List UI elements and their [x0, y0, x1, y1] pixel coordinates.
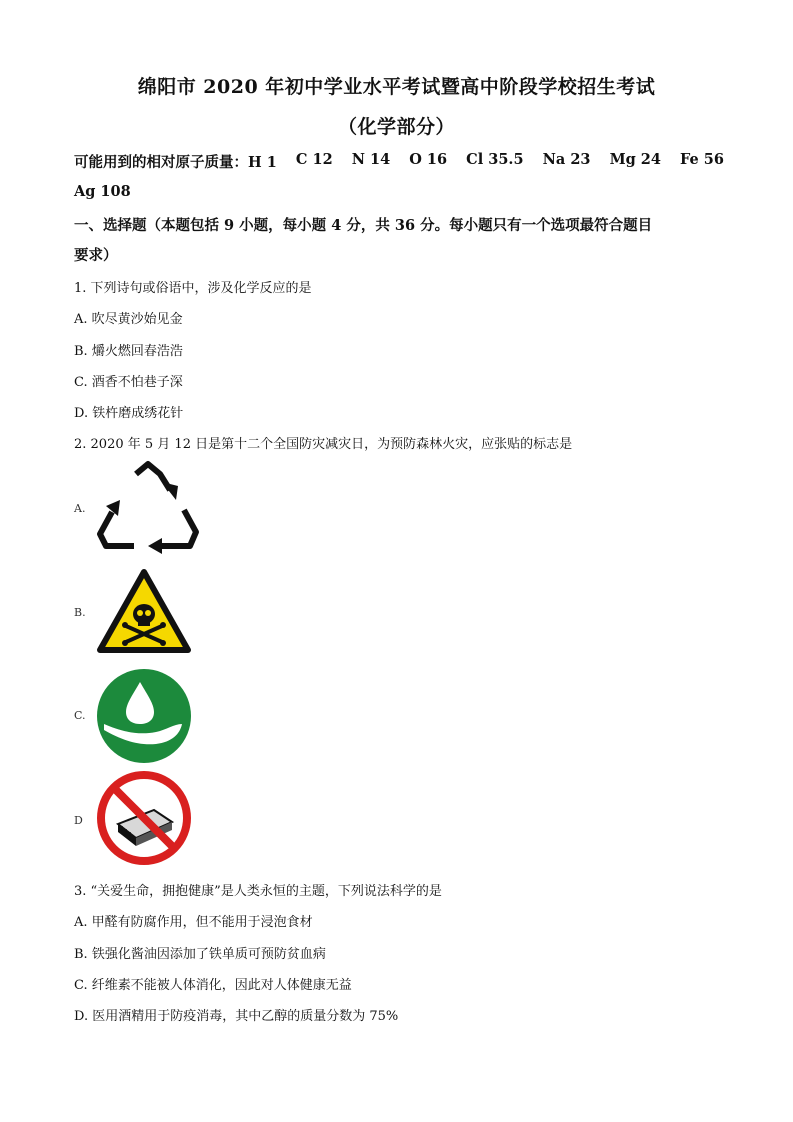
atomic-mass-label: 可能用到的相对原子质量：H 1 — [74, 154, 277, 171]
question-3-option-b: B. 铁强化酱油因添加了铁单质可预防贫血病 — [74, 947, 326, 962]
question-1-option-b: B. 爝火燃回春浩浩 — [74, 344, 183, 359]
exam-title: 绵阳市 2020 年初中学业水平考试暨高中阶段学校招生考试 — [137, 76, 656, 98]
question-3-option-d: D. 医用酒精用于防疫消毒，其中乙醇的质量分数为 75% — [74, 1009, 399, 1024]
section-heading-cont: 要求） — [74, 247, 118, 264]
question-2-option-d-label: D — [74, 814, 83, 827]
question-3-stem: 3. “关爱生命，拥抱健康”是人类永恒的主题，下列说法科学的是 — [74, 884, 442, 899]
question-3-option-a: A. 甲醛有防腐作用，但不能用于浸泡食材 — [74, 915, 313, 930]
question-1-option-d: D. 铁杵磨成绣花针 — [74, 406, 184, 421]
question-1-stem: 1. 下列诗句或俗语中，涉及化学反应的是 — [74, 281, 312, 296]
atomic-mass-line — [74, 151, 724, 172]
toxic-warning-icon — [96, 568, 192, 654]
atomic-mass-item: Fe 56 — [680, 151, 724, 168]
question-2-stem: 2. 2020 年 5 月 12 日是第十二个全国防灾减灾日，为预防森林火灾，应张贴的标志是 — [74, 437, 573, 452]
atomic-mass-item: O 16 — [409, 151, 448, 168]
water-saving-icon — [96, 668, 192, 764]
section-heading: 一、选择题（本题包括 9 小题，每小题 4 分，共 36 分。每小题只有一个选项最符合题目 — [74, 217, 653, 234]
atomic-mass-last: Ag 108 — [74, 183, 131, 200]
question-2-option-c-label: C. — [74, 709, 86, 722]
no-fire-icon — [96, 770, 192, 866]
atomic-mass-item: N 14 — [351, 151, 391, 168]
question-1-option-c: C. 酒香不怕巷子深 — [74, 375, 183, 390]
atomic-mass-item: Na 23 — [542, 151, 591, 168]
question-2-option-b-label: B. — [74, 606, 86, 619]
atomic-mass-item: C 12 — [295, 151, 333, 168]
question-1-option-a: A. 吹尽黄沙始见金 — [74, 312, 183, 327]
question-2-option-a-label: A. — [74, 502, 86, 515]
atomic-mass-item: Cl 35.5 — [466, 151, 524, 168]
atomic-mass-item: Mg 24 — [609, 151, 661, 168]
recycling-icon — [96, 460, 202, 556]
question-3-option-c: C. 纤维素不能被人体消化，因此对人体健康无益 — [74, 978, 352, 993]
exam-subtitle: （化学部分） — [337, 116, 455, 138]
